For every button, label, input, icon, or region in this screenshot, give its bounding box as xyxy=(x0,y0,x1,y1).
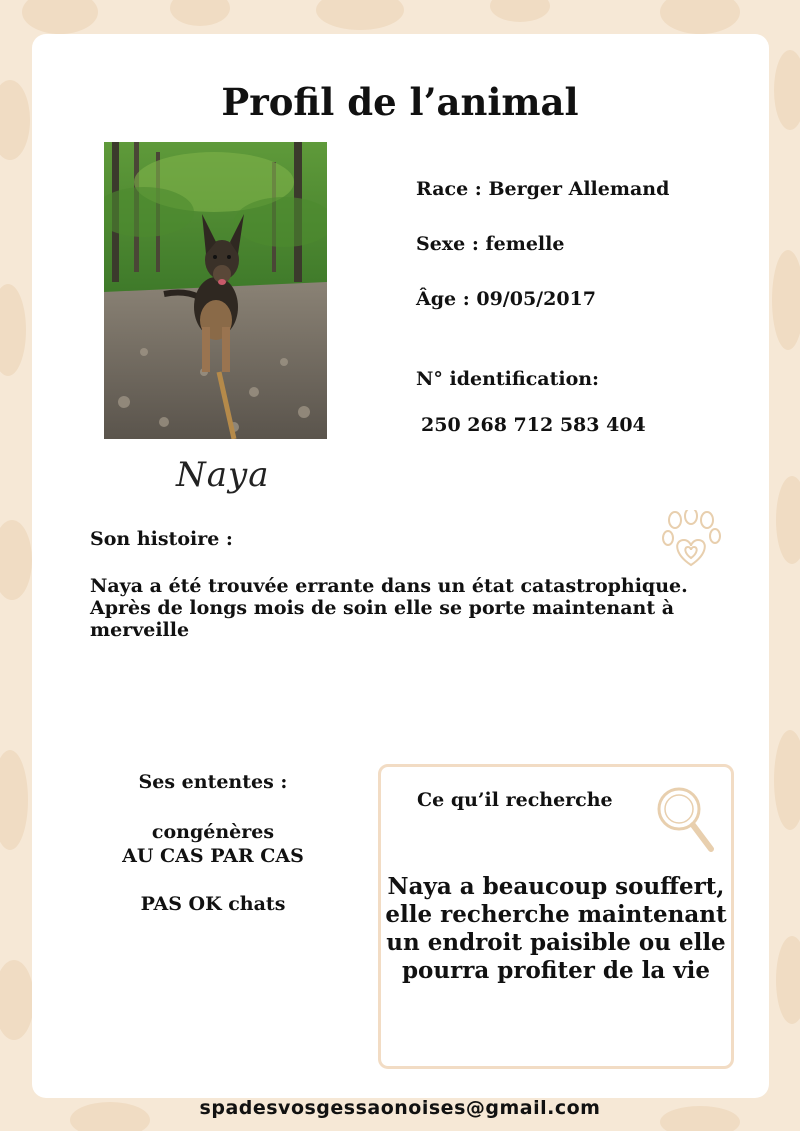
race-field: Race : Berger Allemand xyxy=(416,178,670,200)
compatibility-dogs: congénères xyxy=(151,821,275,843)
sex-field: Sexe : femelle xyxy=(416,233,565,255)
magnifier-icon xyxy=(655,785,717,855)
identification-number: 250 268 712 583 404 xyxy=(421,414,646,436)
compatibility-section xyxy=(100,770,326,916)
history-text: Naya a été trouvée errante dans un état catastrophique. Après de longs mois de soin elle se porte maintenant à merveille xyxy=(90,575,688,641)
page-title: Profil de l’animal xyxy=(221,80,579,124)
seeking-box xyxy=(378,764,734,1069)
compatibility-dogs-detail: AU CAS PAR CAS xyxy=(122,845,304,867)
animal-photo xyxy=(104,142,327,439)
seeking-heading: Ce qu’il recherche xyxy=(417,789,613,811)
contact-email[interactable]: spadesvosgessaonoises@gmail.com xyxy=(199,1097,601,1119)
paw-heart-icon xyxy=(660,510,722,572)
seeking-text: Naya a beaucoup souffert, elle recherche maintenant un endroit paisible ou elle pourra profiter de la vie xyxy=(385,873,727,984)
compatibility-heading: Ses ententes : xyxy=(138,771,288,793)
compatibility-cats: PAS OK chats xyxy=(140,893,286,915)
history-heading: Son histoire : xyxy=(90,528,233,550)
age-field: Âge : 09/05/2017 xyxy=(416,288,596,310)
animal-name: Naya xyxy=(176,455,270,495)
identification-label: N° identification: xyxy=(416,368,600,390)
